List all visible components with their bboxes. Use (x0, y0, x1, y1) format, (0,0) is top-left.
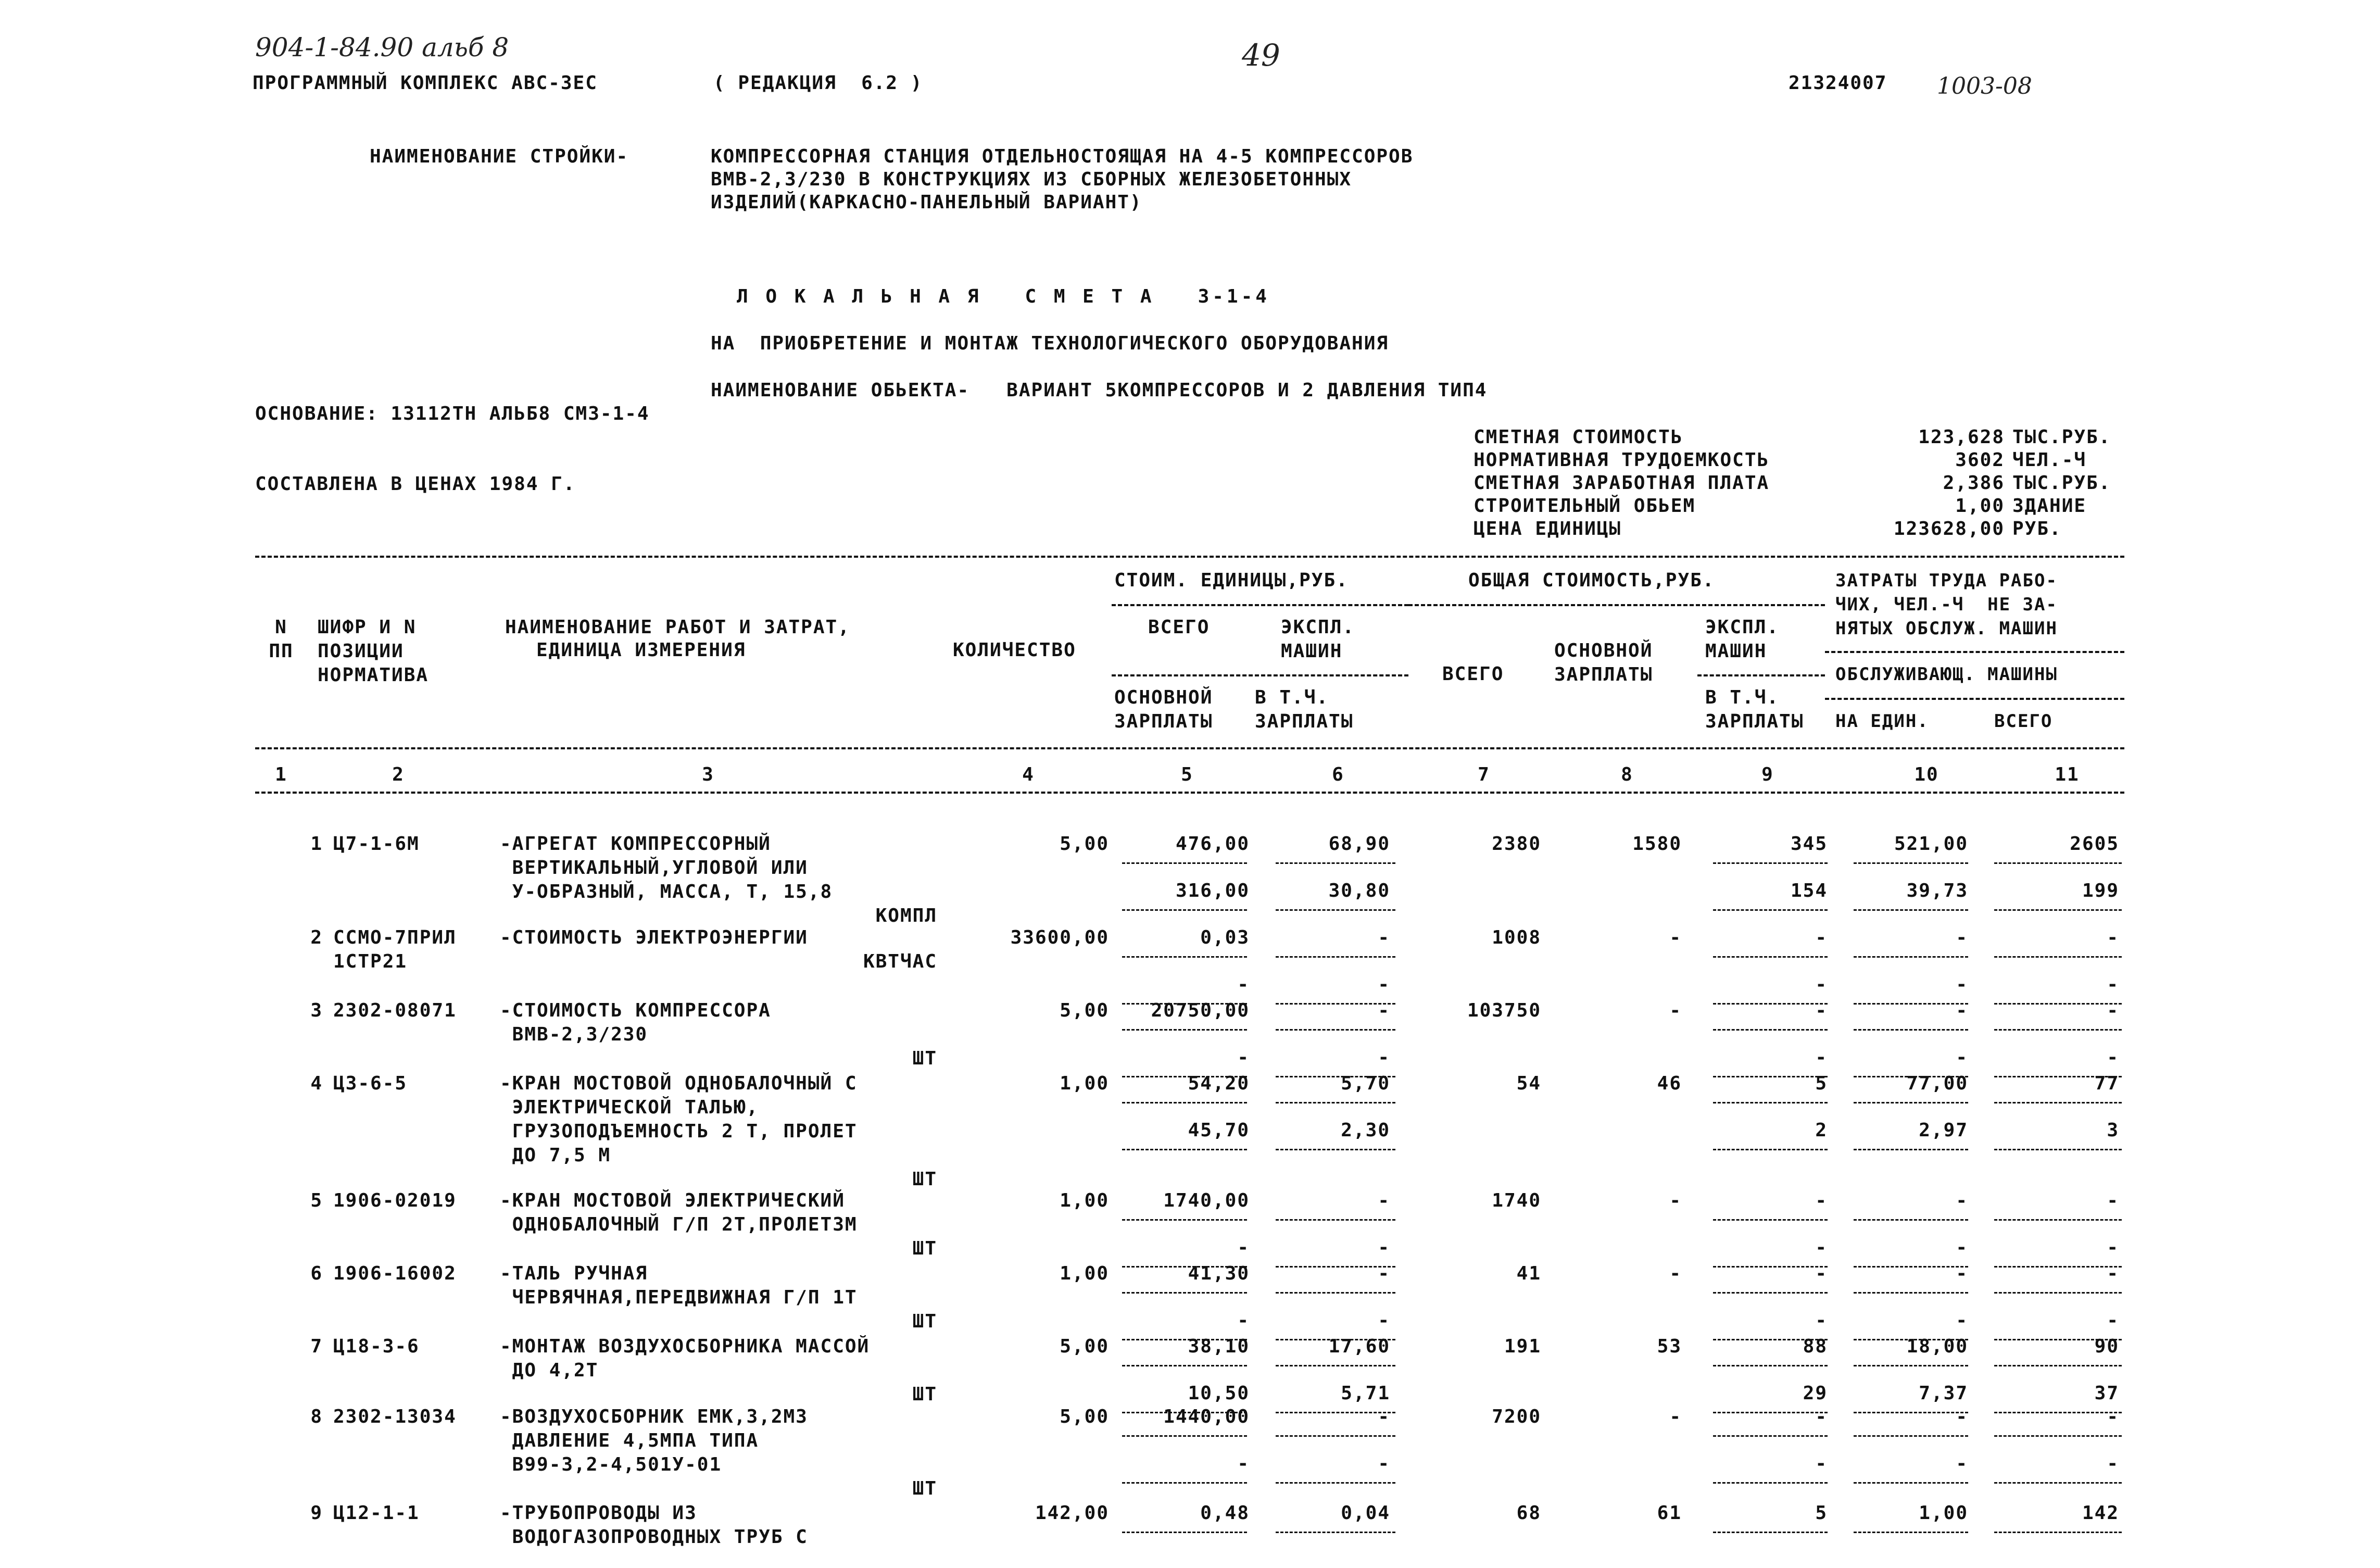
row-separator (1122, 1482, 1247, 1484)
row-separator (1122, 862, 1247, 864)
row-total-incl-salary: - (1815, 1237, 1828, 1258)
row-labor-service-per-unit: 7,37 (1919, 1383, 1968, 1404)
row-name: ДО 4,2Т (500, 1360, 599, 1381)
row-name: -КРАН МОСТОВОЙ ОДНОБАЛОЧНЫЙ С (500, 1073, 858, 1094)
summary-unit: ЗДАНИЕ (2012, 495, 2087, 517)
row-unit: ШТ (912, 1169, 937, 1190)
row-separator (1713, 956, 1828, 958)
row-name: ДАВЛЕНИЕ 4,5МПА ТИПА (500, 1430, 759, 1451)
row-separator (1122, 1365, 1247, 1366)
row-unit-total: 476,00 (1175, 833, 1250, 855)
row-total-base-salary: - (1669, 1263, 1682, 1284)
row-separator (1854, 909, 1968, 911)
row-labor-per-unit: 1,00 (1919, 1502, 1968, 1524)
column-number: 11 (2055, 764, 2080, 785)
row-unit-incl-salary: - (1378, 1310, 1390, 1331)
header-total-all: ВСЕГО (1442, 663, 1504, 685)
row-labor-per-unit: - (1956, 1263, 1968, 1284)
row-name: ЭЛЕКТРИЧЕСКОЙ ТАЛЬЮ, (500, 1097, 759, 1118)
row-total-base-salary: - (1669, 1406, 1682, 1427)
row-name: ОДНОБАЛОЧНЫЙ Г/П 2Т,ПРОЛЕТ3М (500, 1214, 858, 1235)
summary-label: НОРМАТИВНАЯ ТРУДОЕМКОСТЬ (1474, 449, 1770, 471)
row-total-all: 2380 (1492, 833, 1541, 855)
row-unit-total: 38,10 (1188, 1336, 1250, 1357)
row-labor-service-total: - (2107, 1453, 2119, 1474)
row-separator (1713, 1029, 1828, 1031)
basis: ОСНОВАНИЕ: 13112ТН АЛЬБ8 СМ3-1-4 (255, 403, 650, 424)
row-total-incl-salary: 154 (1790, 880, 1828, 901)
row-separator (1122, 1029, 1247, 1031)
row-total-all: 7200 (1492, 1406, 1541, 1427)
row-unit-incl-salary: - (1378, 1047, 1390, 1068)
row-separator (1122, 1532, 1247, 1533)
header-unit-cost: СТОИМ. ЕДИНИЦЫ,РУБ. (1114, 570, 1349, 591)
header-labor-service: ОБСЛУЖИВАЮЩ. МАШИНЫ (1835, 664, 2058, 685)
row-total-all: 1008 (1492, 927, 1541, 948)
row-separator (1276, 909, 1395, 911)
row-unit-total: 0,03 (1200, 927, 1250, 948)
row-total-base-salary: - (1669, 927, 1682, 948)
row-quantity: 33600,00 (1010, 927, 1109, 948)
row-name: ЧЕРВЯЧНАЯ,ПЕРЕДВИЖНАЯ Г/П 1Т (500, 1287, 858, 1308)
row-separator (1854, 1482, 1968, 1484)
row-total-all: 68 (1516, 1502, 1541, 1524)
row-labor-service-total: 3 (2107, 1120, 2119, 1141)
document-subtitle: НА ПРИОБРЕТЕНИЕ И МОНТАЖ ТЕХНОЛОГИЧЕСКОГО ОБОРУДОВАНИЯ (711, 333, 1389, 354)
row-separator (1122, 956, 1247, 958)
row-separator (1713, 1435, 1828, 1437)
row-separator (1122, 1149, 1247, 1150)
row-code: ССМО-7ПРИЛ (333, 927, 457, 948)
row-separator (1854, 862, 1968, 864)
row-separator (1713, 1482, 1828, 1484)
header-labor: ЗАТРАТЫ ТРУДА РАБО- ЧИХ, ЧЕЛ.-Ч НЕ ЗА- НЯТЫХ ОБСЛУЖ. МАШИН (1835, 570, 2058, 639)
row-unit-base-salary: - (1237, 1310, 1250, 1331)
row-total-base-salary: - (1669, 1190, 1682, 1211)
column-number: 7 (1478, 764, 1490, 785)
row-separator (1994, 909, 2122, 911)
row-total-mach: 5 (1815, 1073, 1828, 1094)
row-separator (1122, 1219, 1247, 1221)
row-labor-service-total: - (2107, 974, 2119, 995)
row-unit: ШТ (912, 1478, 937, 1499)
construction-line-1: КОМПРЕССОРНАЯ СТАНЦИЯ ОТДЕЛЬНОСТОЯЩАЯ НА 4-5 КОМПРЕССОРОВ (711, 146, 1414, 167)
row-separator (1854, 1292, 1968, 1294)
row-separator (1994, 1292, 2122, 1294)
row-labor-service-total: - (2107, 1047, 2119, 1068)
row-code: 1СТР21 (333, 951, 408, 972)
row-separator (1276, 1102, 1395, 1103)
row-unit-mach: - (1378, 1190, 1390, 1211)
column-number: 8 (1621, 764, 1633, 785)
row-separator (1854, 1102, 1968, 1103)
row-separator (1122, 909, 1247, 911)
header-unit-mach: ЭКСПЛ. МАШИН (1281, 617, 1355, 662)
row-unit-mach: - (1378, 1406, 1390, 1427)
row-labor-service-total: 37 (2094, 1383, 2119, 1404)
construction-line-3: ИЗДЕЛИЙ(КАРКАСНО-ПАНЕЛЬНЫЙ ВАРИАНТ) (711, 192, 1142, 213)
row-unit-mach: - (1378, 927, 1390, 948)
row-labor-service-per-unit: - (1956, 1310, 1968, 1331)
row-number: 7 (310, 1336, 323, 1357)
row-labor-total: - (2107, 927, 2119, 948)
row-code: Ц7-1-6М (333, 833, 420, 855)
row-separator (1276, 862, 1395, 864)
row-separator (1854, 1149, 1968, 1150)
row-labor-total: 2605 (2070, 833, 2119, 855)
row-total-mach: - (1815, 1000, 1828, 1021)
summary-unit: ТЫС.РУБ. (2012, 427, 2111, 448)
total-cost-rule (1408, 604, 1825, 606)
row-quantity: 1,00 (1060, 1263, 1109, 1284)
column-number: 5 (1181, 764, 1193, 785)
row-total-mach: - (1815, 1190, 1828, 1211)
row-unit-total: 41,30 (1188, 1263, 1250, 1284)
row-unit: КВТЧАС (863, 951, 937, 972)
row-code: 1906-02019 (333, 1190, 457, 1211)
row-total-base-salary: 61 (1657, 1502, 1682, 1524)
row-unit: КОМПЛ (875, 905, 937, 926)
row-name: ДО 7,5 М (500, 1145, 611, 1166)
row-total-incl-salary: - (1815, 1453, 1828, 1474)
row-number: 6 (310, 1263, 323, 1284)
row-code: Ц12-1-1 (333, 1502, 420, 1524)
row-separator (1994, 1435, 2122, 1437)
row-separator (1276, 1029, 1395, 1031)
row-separator (1713, 909, 1828, 911)
row-unit-incl-salary: - (1378, 974, 1390, 995)
header-unit-base-salary: ОСНОВНОЙ ЗАРПЛАТЫ (1114, 687, 1213, 732)
row-total-mach: 5 (1815, 1502, 1828, 1524)
row-labor-service-total: - (2107, 1237, 2119, 1258)
handwritten-album-ref: 904-1-84.90 альб 8 (255, 32, 509, 62)
row-unit-total: 54,20 (1188, 1073, 1250, 1094)
row-separator (1276, 956, 1395, 958)
row-separator (1122, 1292, 1247, 1294)
row-unit-mach: 68,90 (1328, 833, 1390, 855)
row-total-incl-salary: - (1815, 1047, 1828, 1068)
row-separator (1994, 862, 2122, 864)
row-total-all: 191 (1504, 1336, 1541, 1357)
row-name: -КРАН МОСТОВОЙ ЭЛЕКТРИЧЕСКИЙ (500, 1190, 845, 1211)
row-unit: ШТ (912, 1311, 937, 1332)
row-separator (1854, 1365, 1968, 1366)
column-number: 9 (1761, 764, 1774, 785)
row-separator (1276, 1292, 1395, 1294)
document-code: 21324007 (1789, 72, 1887, 94)
row-quantity: 142,00 (1035, 1502, 1109, 1524)
row-labor-service-per-unit: 39,73 (1906, 880, 1968, 901)
row-name: -СТОИМОСТЬ ЭЛЕКТРОЭНЕРГИИ (500, 927, 808, 948)
row-quantity: 5,00 (1060, 833, 1109, 855)
row-quantity: 5,00 (1060, 1336, 1109, 1357)
row-unit-base-salary: - (1237, 974, 1250, 995)
row-name: -МОНТАЖ ВОЗДУХОСБОРНИКА МАССОЙ (500, 1336, 870, 1357)
row-total-base-salary: 1580 (1632, 833, 1682, 855)
row-total-mach: - (1815, 1263, 1828, 1284)
row-labor-service-per-unit: - (1956, 1047, 1968, 1068)
row-separator (1854, 956, 1968, 958)
header-total-mach: ЭКСПЛ. МАШИН (1705, 617, 1780, 662)
row-unit-incl-salary: - (1378, 1453, 1390, 1474)
row-total-all: 103750 (1467, 1000, 1541, 1021)
row-total-mach: 88 (1803, 1336, 1828, 1357)
row-separator (1713, 1365, 1828, 1366)
header-unit-incl-salary: В Т.Ч. ЗАРПЛАТЫ (1255, 687, 1354, 732)
row-labor-per-unit: - (1956, 1190, 1968, 1211)
handwritten-doc-ref: 1003-08 (1937, 73, 2032, 99)
column-number: 4 (1022, 764, 1035, 785)
row-number: 3 (310, 1000, 323, 1021)
header-quantity: КОЛИЧЕСТВО (953, 639, 1076, 661)
row-number: 9 (310, 1502, 323, 1524)
unit-cost-sub-rule (1112, 674, 1408, 676)
program-edition: ( РЕДАКЦИЯ 6.2 ) (713, 72, 923, 94)
row-labor-service-per-unit: - (1956, 1453, 1968, 1474)
row-quantity: 1,00 (1060, 1190, 1109, 1211)
row-separator (1276, 1149, 1395, 1150)
row-total-incl-salary: - (1815, 1310, 1828, 1331)
row-labor-per-unit: - (1956, 927, 1968, 948)
row-number: 4 (310, 1073, 323, 1094)
row-separator (1713, 1149, 1828, 1150)
program-name: ПРОГРАММНЫЙ КОМПЛЕКС АВС-ЗЕС (253, 72, 598, 94)
row-total-all: 1740 (1492, 1190, 1541, 1211)
column-number: 1 (275, 764, 287, 785)
unit-cost-rule (1112, 604, 1408, 606)
row-name: -АГРЕГАТ КОМПРЕССОРНЫЙ (500, 833, 771, 855)
row-unit-mach: 17,60 (1328, 1336, 1390, 1357)
row-total-all: 41 (1516, 1263, 1541, 1284)
row-total-incl-salary: 2 (1815, 1120, 1828, 1141)
row-separator (1122, 1102, 1247, 1103)
row-labor-total: - (2107, 1263, 2119, 1284)
row-unit-incl-salary: 30,80 (1328, 880, 1390, 901)
row-separator (1276, 1365, 1395, 1366)
row-labor-service-per-unit: - (1956, 1237, 1968, 1258)
row-code: 2302-08071 (333, 1000, 457, 1021)
row-separator (1713, 862, 1828, 864)
summary-unit: ТЫС.РУБ. (2012, 472, 2111, 494)
row-separator (1122, 1435, 1247, 1437)
header-code: ШИФР И N ПОЗИЦИИ НОРМАТИВА (318, 617, 429, 686)
row-separator (1994, 1532, 2122, 1533)
column-number: 3 (702, 764, 714, 785)
row-separator (1854, 1532, 1968, 1533)
row-unit-total: 0,48 (1200, 1502, 1250, 1524)
row-separator (1994, 1102, 2122, 1103)
summary-label: СТРОИТЕЛЬНЫЙ ОБЬЕМ (1474, 495, 1696, 517)
row-total-incl-salary: 29 (1803, 1383, 1828, 1404)
row-total-mach: - (1815, 1406, 1828, 1427)
row-separator (1713, 1292, 1828, 1294)
header-total-incl-salary: В Т.Ч. ЗАРПЛАТЫ (1705, 687, 1804, 732)
construction-line-2: ВМВ-2,3/230 В КОНСТРУКЦИЯХ ИЗ СБОРНЫХ ЖЕЛЕЗОБЕТОННЫХ (711, 169, 1352, 190)
row-code: Ц18-3-6 (333, 1336, 420, 1357)
row-separator (1994, 1482, 2122, 1484)
row-labor-service-per-unit: - (1956, 974, 1968, 995)
row-unit-total: 1440,00 (1163, 1406, 1250, 1427)
row-labor-service-total: - (2107, 1310, 2119, 1331)
object-name: НАИМЕНОВАНИЕ ОБЬЕКТА- ВАРИАНТ 5КОМПРЕССОРОВ И 2 ДАВЛЕНИЯ ТИП4 (711, 380, 1488, 401)
row-unit-incl-salary: 5,71 (1341, 1383, 1390, 1404)
summary-unit: ЧЕЛ.-Ч (2012, 449, 2087, 471)
row-separator (1276, 1482, 1395, 1484)
row-total-mach: 345 (1790, 833, 1828, 855)
row-unit-incl-salary: 2,30 (1341, 1120, 1390, 1141)
row-name: ВЕРТИКАЛЬНЫЙ,УГЛОВОЙ ИЛИ (500, 857, 808, 879)
row-unit-base-salary: 316,00 (1175, 880, 1250, 901)
row-labor-total: 90 (2094, 1336, 2119, 1357)
row-unit-mach: - (1378, 1000, 1390, 1021)
row-name: ВОДОГАЗОПРОВОДНЫХ ТРУБ С (500, 1526, 808, 1548)
row-unit-base-salary: - (1237, 1047, 1250, 1068)
row-number: 5 (310, 1190, 323, 1211)
row-separator (1994, 1029, 2122, 1031)
row-labor-service-total: 199 (2082, 880, 2119, 901)
row-number: 2 (310, 927, 323, 948)
row-separator (1276, 1219, 1395, 1221)
table-top-rule (255, 556, 2124, 558)
row-unit-total: 20750,00 (1151, 1000, 1250, 1021)
row-labor-total: 142 (2082, 1502, 2119, 1524)
row-unit: ШТ (912, 1238, 937, 1259)
construction-label: НАИМЕНОВАНИЕ СТРОЙКИ- (370, 146, 629, 167)
row-name: -ТАЛЬ РУЧНАЯ (500, 1263, 648, 1284)
row-separator (1713, 1219, 1828, 1221)
row-name: -ТРУБОПРОВОДЫ ИЗ (500, 1502, 697, 1524)
row-name: В99-3,2-4,501У-01 (500, 1454, 722, 1475)
row-separator (1854, 1219, 1968, 1221)
row-unit-mach: 0,04 (1341, 1502, 1390, 1524)
row-total-base-salary: 46 (1657, 1073, 1682, 1094)
price-year: СОСТАВЛЕНА В ЦЕНАХ 1984 Г. (255, 473, 576, 495)
row-labor-per-unit: - (1956, 1000, 1968, 1021)
row-separator (1854, 1435, 1968, 1437)
total-mach-sub-rule (1697, 674, 1825, 676)
column-number: 2 (392, 764, 405, 785)
column-number: 10 (1914, 764, 1939, 785)
row-labor-per-unit: - (1956, 1406, 1968, 1427)
handwritten-page-number: 49 (1242, 37, 1280, 73)
summary-value: 123628,00 (1893, 518, 2005, 540)
row-name: ГРУЗОПОДЪЕМНОСТЬ 2 Т, ПРОЛЕТ (500, 1121, 858, 1142)
summary-value: 1,00 (1955, 495, 2005, 517)
row-unit-base-salary: - (1237, 1453, 1250, 1474)
row-code: 2302-13034 (333, 1406, 457, 1427)
summary-unit: РУБ. (2012, 518, 2062, 540)
summary-value: 123,628 (1918, 427, 2005, 448)
document-title: Л О К А Л Ь Н А Я С М Е Т А 3-1-4 (737, 286, 1270, 307)
row-labor-per-unit: 521,00 (1894, 833, 1968, 855)
header-unit-total: ВСЕГО (1148, 617, 1210, 638)
row-separator (1994, 956, 2122, 958)
row-quantity: 5,00 (1060, 1000, 1109, 1021)
summary-label: СМЕТНАЯ СТОИМОСТЬ (1474, 427, 1683, 448)
row-separator (1994, 1149, 2122, 1150)
row-unit-mach: 5,70 (1341, 1073, 1390, 1094)
row-labor-total: - (2107, 1190, 2119, 1211)
header-total-cost: ОБЩАЯ СТОИМОСТЬ,РУБ. (1468, 570, 1715, 591)
column-number: 6 (1332, 764, 1344, 785)
row-quantity: 1,00 (1060, 1073, 1109, 1094)
row-code: Ц3-6-5 (333, 1073, 408, 1094)
row-name: -СТОИМОСТЬ КОМПРЕССОРА (500, 1000, 771, 1021)
header-total-base-salary: ОСНОВНОЙ ЗАРПЛАТЫ (1554, 640, 1653, 685)
header-name-line-2: ЕДИНИЦА ИЗМЕРЕНИЯ (536, 639, 746, 661)
row-separator (1713, 1532, 1828, 1533)
row-total-all: 54 (1516, 1073, 1541, 1094)
column-numbers-rule (255, 792, 2124, 794)
row-separator (1713, 1102, 1828, 1103)
row-separator (1276, 1435, 1395, 1437)
row-code: 1906-16002 (333, 1263, 457, 1284)
row-separator (1994, 1219, 2122, 1221)
row-unit-base-salary: - (1237, 1237, 1250, 1258)
row-labor-per-unit: 77,00 (1906, 1073, 1968, 1094)
row-unit-incl-salary: - (1378, 1237, 1390, 1258)
summary-label: ЦЕНА ЕДИНИЦЫ (1474, 518, 1622, 540)
row-unit-base-salary: 45,70 (1188, 1120, 1250, 1141)
row-number: 1 (310, 833, 323, 855)
row-name: ВМВ-2,3/230 (500, 1024, 648, 1045)
row-unit-total: 1740,00 (1163, 1190, 1250, 1211)
row-labor-per-unit: 18,00 (1906, 1336, 1968, 1357)
row-quantity: 5,00 (1060, 1406, 1109, 1427)
header-labor-total: ВСЕГО (1994, 711, 2053, 732)
row-unit: ШТ (912, 1048, 937, 1069)
labor-sub-rule (1825, 698, 2124, 700)
row-unit-base-salary: 10,50 (1188, 1383, 1250, 1404)
row-labor-total: - (2107, 1406, 2119, 1427)
row-unit-mach: - (1378, 1263, 1390, 1284)
row-total-base-salary: 53 (1657, 1336, 1682, 1357)
row-total-incl-salary: - (1815, 974, 1828, 995)
summary-label: СМЕТНАЯ ЗАРАБОТНАЯ ПЛАТА (1474, 472, 1770, 494)
row-separator (1994, 1365, 2122, 1366)
row-total-mach: - (1815, 927, 1828, 948)
row-total-base-salary: - (1669, 1000, 1682, 1021)
row-name: У-ОБРАЗНЫЙ, МАССА, Т, 15,8 (500, 881, 833, 902)
header-bottom-rule (255, 747, 2124, 749)
header-name-line-1: НАИМЕНОВАНИЕ РАБОТ И ЗАТРАТ, (505, 617, 850, 638)
row-labor-total: 77 (2094, 1073, 2119, 1094)
header-labor-per-unit: НА ЕДИН. (1835, 711, 1929, 732)
row-labor-total: - (2107, 1000, 2119, 1021)
row-labor-service-per-unit: 2,97 (1919, 1120, 1968, 1141)
row-separator (1854, 1029, 1968, 1031)
row-number: 8 (310, 1406, 323, 1427)
row-separator (1276, 1532, 1395, 1533)
row-name: -ВОЗДУХОСБОРНИК ЕМК,3,2М3 (500, 1406, 808, 1427)
row-unit: ШТ (912, 1384, 937, 1405)
summary-value: 3602 (1955, 449, 2005, 471)
summary-value: 2,386 (1943, 472, 2005, 494)
header-n: N ПП (269, 617, 294, 662)
labor-rule (1825, 651, 2124, 653)
